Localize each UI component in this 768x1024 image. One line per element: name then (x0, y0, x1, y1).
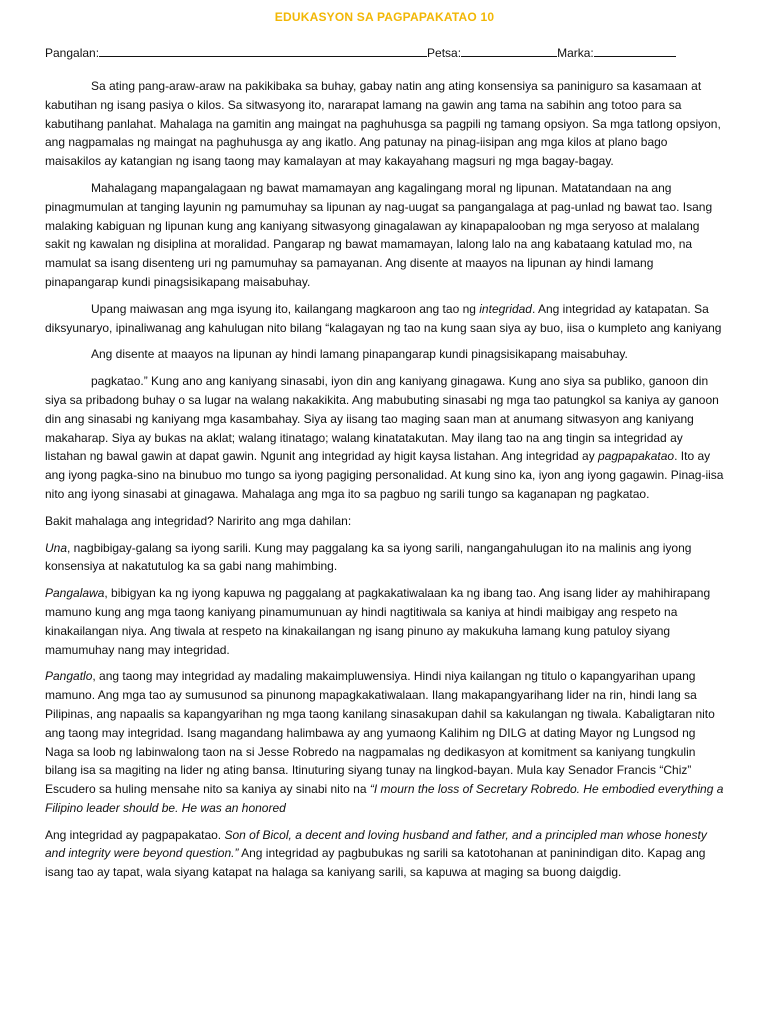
emphasis-text: Pangatlo (45, 669, 93, 684)
page-title: EDUKASYON SA PAGPAPAKATAO 10 (274, 10, 495, 24)
emphasis-text: pagpapakatao (598, 449, 675, 464)
paragraph: Bakit mahalaga ang integridad? Naririto ang mga dahilan: (45, 513, 352, 528)
emphasis-text: “I mourn the loss of Secretary Robredo. He embodied everything a Filipino leader should be. He was an honored (45, 782, 724, 815)
paragraph: pagkatao.” Kung ano ang kaniyang sinasabi, iyon din ang kaniyang ginagawa. Kung ano siya sa publiko, ganoon din siya sa pribadong buhay o sa lugar na walang nakakikita. Ang mabubuting sinasabi ng mga tao patungkol sa kaniya ay ganoon din ang sinasabi ng kaniyang mga kasambahay. Siya ay iisang tao maging saan man at anumang sitwasyon ang kaniyang makaharap. Siya ay bukas na aklat; walang itinatago; walang kinatatakutan. May ilang tao na ang tingin sa integridad ay listahan ng bawal gawin at dapat gawin. Ngunit ang integridad ay higit kaysa listahan. Ang integridad ay pagpapakatao. Ito ay ang iyong pagka-sino na binubuo mo tungo sa iyong pagiging personalidad. At kung sino ka, iyon ang iyong gagawin. Pinag-iisa nito ang iyong sinasabi at ginagawa. Mahalaga ang mga ito sa pagbuo ng sarili tungo sa kaganapan ng pagkatao. (45, 374, 724, 501)
paragraph: Ang integridad ay pagpapakatao. Son of Bicol, a decent and loving husband and father, and a principled man whose honesty and integrity were beyond question.” Ang integridad ay pagbubukas ng sarili sa katotohanan at paninindigan dito. Kapag ang isang tao ay tapat, wala siyang katapat na halaga sa kaniyang sarili, sa kapuwa at maging sa buong daigdig. (45, 827, 707, 880)
emphasis-text: Pangalawa (45, 586, 105, 601)
paragraph: Ang disente at maayos na lipunan ay hindi lamang pinapangarap kundi pinagsisikapang maisabuhay. (91, 347, 628, 362)
student-info-line (45, 45, 724, 61)
name-label: Pangalan: (45, 46, 100, 60)
paragraph: Una, nagbibigay-galang sa iyong sarili. Kung may paggalang ka sa iyong sarili, nangangahulugan ito na malinis ang iyong konsensiya at nakatutulog ka sa gabi nang mahimbing. (45, 540, 692, 574)
paragraph: Mahalagang mapangalagaan ng bawat mamamayan ang kagalingang moral ng lipunan. Matatandaan na ang pinagmumulan at tanging layunin ng pamumuhay sa lipunan ay nag-uugat sa pangangalaga at pag-unlad ng bawat tao. Isang malaking kabiguan ng lipunan kung ang kaniyang sitwasyong ginagalawan ay kinapapalooban ng mga seryoso at malalang sakit ng kawalan ng disiplina at moralidad. Pangarap ng bawat mamamayan, lalong lalo na ang kabataang katulad mo, na mamulat sa isang disenteng uri ng pamumuhay sa pamayanan. Ang disente at maayos na lipunan ay hindi lamang pinapangarap kundi pinagsisikapang maisabuhay. (45, 180, 713, 289)
grade-field[interactable] (594, 45, 676, 57)
paragraph: Pangatlo, ang taong may integridad ay madaling makaimpluwensiya. Hindi niya kailangan ng titulo o kapangyarihan upang mamuno. Ang mga tao ay sumusunod sa pinunong mapagkakatiwalaan. Ilang makapangyarihang lider na rin, hindi lang sa Pilipinas, ang napaalis sa kapangyarihan ng mga taong kanilang sinasakupan dahil sa kakulangan ng tiwala. Kabaligtaran nito ang taong may integridad. Isang magandang halimbawa ay ang yumaong Kalihim ng DILG at dating Mayor ng Lungsod ng Naga sa loob ng labinwalong taon na si Jesse Robredo na nagpamalas ng dedikasyon at komitment sa kaniyang tungkulin bilang isa sa magiting na lider ng ating bansa. Itinuturing siyang tunay na lingkod-bayan. Mula kay Senador Francis “Chiz” Escudero sa huling mensahe nito sa kaniya ay sinabi nito na “I mourn the loss of Secretary Robredo. He embodied everything a Filipino leader should be. He was an honored (45, 669, 724, 815)
emphasis-text: Son of Bicol, a decent and loving husband and father, and a principled man whose honesty and integrity were beyond question.” (45, 827, 707, 861)
emphasis-text: Una (45, 540, 68, 555)
date-label: Petsa: (427, 46, 462, 60)
name-field[interactable] (99, 45, 427, 57)
date-field[interactable] (461, 45, 557, 57)
emphasis-text: integridad (479, 301, 532, 316)
paragraph: Pangalawa, bibigyan ka ng iyong kapuwa ng paggalang at pagkakatiwalaan ka ng ibang tao. Ang isang lider ay mahihirapang mamuno kung ang mga taong kaniyang pinamumunuan ay hindi nagtitiwala sa kaniya at hindi maibigay ang respeto na kinakailangan niya. Ang tiwala at respeto na kinakailangan ng isang pinuno ay makukuha lamang kung patuloy siyang mamumuhay nang may integridad. (45, 586, 711, 657)
grade-label: Marka: (557, 46, 594, 60)
paragraph: Sa ating pang-araw-araw na pakikibaka sa buhay, gabay natin ang ating konsensiya sa paniniguro sa kasamaan at kabutihan ng isang pasiya o kilos. Sa sitwasyong ito, nararapat lamang na gawin ang tama na sabihin ang totoo para sa kabutihang panlahat. Mahalaga na gamitin ang maingat na paghuhusga sa pagpili ng tamang opsiyon. Sa mga tatlong opsiyon, ang nagpamalas ng maingat na paghuhusga ay ang ikatlo. Ang patunay na pinag-iisipan ang mga kilos at plano bago maisakilos ay katangian ng isang taong may kamalayan at may kakayahang magsuri ng mga bagay-bagay. (45, 79, 721, 169)
paragraph: Upang maiwasan ang mga isyung ito, kailangang magkaroon ang tao ng integridad. Ang integridad ay katapatan. Sa diksyunaryo, ipinaliwanag ang kahulugan nito bilang “kalagayan ng tao na kung saan siya ay buo, iisa o kumpleto ang kaniyang (45, 301, 722, 335)
